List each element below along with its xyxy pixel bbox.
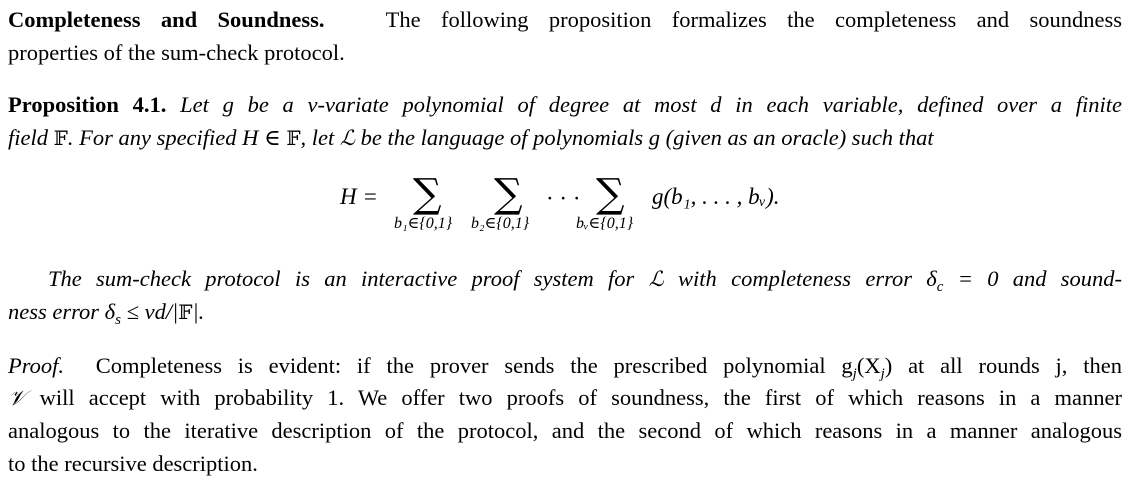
- proof-text-a: Completeness is evident: if the prover sends the prescribed polynomial g: [95, 353, 853, 378]
- statement-line-1: [48, 266, 1123, 295]
- equation-lhs: H =: [340, 184, 378, 209]
- proof-line-2: [8, 387, 1122, 410]
- sum-limit-1: b₁∈{0,1}: [394, 215, 453, 232]
- statement-line-2: [8, 299, 205, 328]
- proof-text-b: (X: [856, 353, 881, 378]
- language-symbol: ℒ: [339, 126, 356, 150]
- subscript-s: s: [115, 312, 121, 328]
- intro-line-2: properties of the sum-check protocol.: [8, 40, 345, 65]
- proposition-text: Let g be a v-variate polynomial of degree at most d in each variable, defined over a finite: [180, 92, 1123, 117]
- verifier-symbol: 𝒱: [8, 386, 26, 410]
- proposition-line-1: [8, 94, 1122, 117]
- equation-summand: g(b₁, . . . , bᵥ).: [652, 184, 780, 209]
- proposition-label: Proposition 4.1.: [8, 92, 167, 117]
- sum-symbol-1: ∑: [413, 171, 442, 217]
- language-symbol-2: ℒ: [648, 267, 664, 291]
- statement-text-f: |.: [192, 299, 205, 324]
- proposition-text-c: , let: [300, 125, 335, 150]
- proposition-line-2: [8, 127, 934, 150]
- sum-symbol-3: ∑: [596, 171, 625, 217]
- statement-text-c: = 0 and sound-: [957, 266, 1123, 291]
- statement-text-a: The sum-check protocol is an interactive proof system for: [48, 266, 635, 291]
- proof-text-d: will accept with probability 1. We offer two proofs of soundness, the first of which reasons in a manner: [39, 385, 1122, 410]
- proof-line-1: [8, 353, 1122, 382]
- proof-text-c: ) at all rounds j, then: [884, 353, 1122, 378]
- sum-limit-3: bᵥ∈{0,1}: [576, 215, 634, 232]
- proof-label: Proof.: [8, 353, 65, 378]
- subscript-c: c: [936, 279, 944, 295]
- field-symbol-2: 𝔽: [286, 126, 301, 150]
- field-symbol-3: 𝔽: [178, 300, 193, 324]
- field-symbol: 𝔽: [53, 126, 68, 150]
- statement-text-b: with completeness error δ: [678, 266, 937, 291]
- statement-text-e: ≤ vd/|: [126, 299, 179, 324]
- proposition-text-b: . For any specified H ∈: [67, 125, 281, 150]
- proposition-text-a: field: [8, 125, 48, 150]
- display-equation: [0, 171, 1129, 248]
- intro-line-1: [8, 9, 1122, 32]
- subscript-j: j: [852, 366, 857, 382]
- proof-line-4: to the recursive description.: [8, 451, 258, 476]
- sum-limit-2: b₂∈{0,1}: [471, 215, 530, 232]
- intro-text: The following proposition formalizes the completeness and soundness: [385, 7, 1123, 32]
- statement-text-d: ness error δ: [8, 299, 116, 324]
- proposition-text-d: be the language of polynomials g (given as an oracle) such that: [360, 125, 934, 150]
- equation-ellipsis: · · ·: [546, 186, 581, 211]
- sum-symbol-2: ∑: [494, 171, 523, 217]
- proof-line-3: analogous to the iterative description of the protocol, and the second of which reasons in a manner analogous: [8, 418, 1122, 443]
- section-heading: Completeness and Soundness.: [8, 7, 325, 32]
- subscript-j-2: j: [880, 366, 885, 382]
